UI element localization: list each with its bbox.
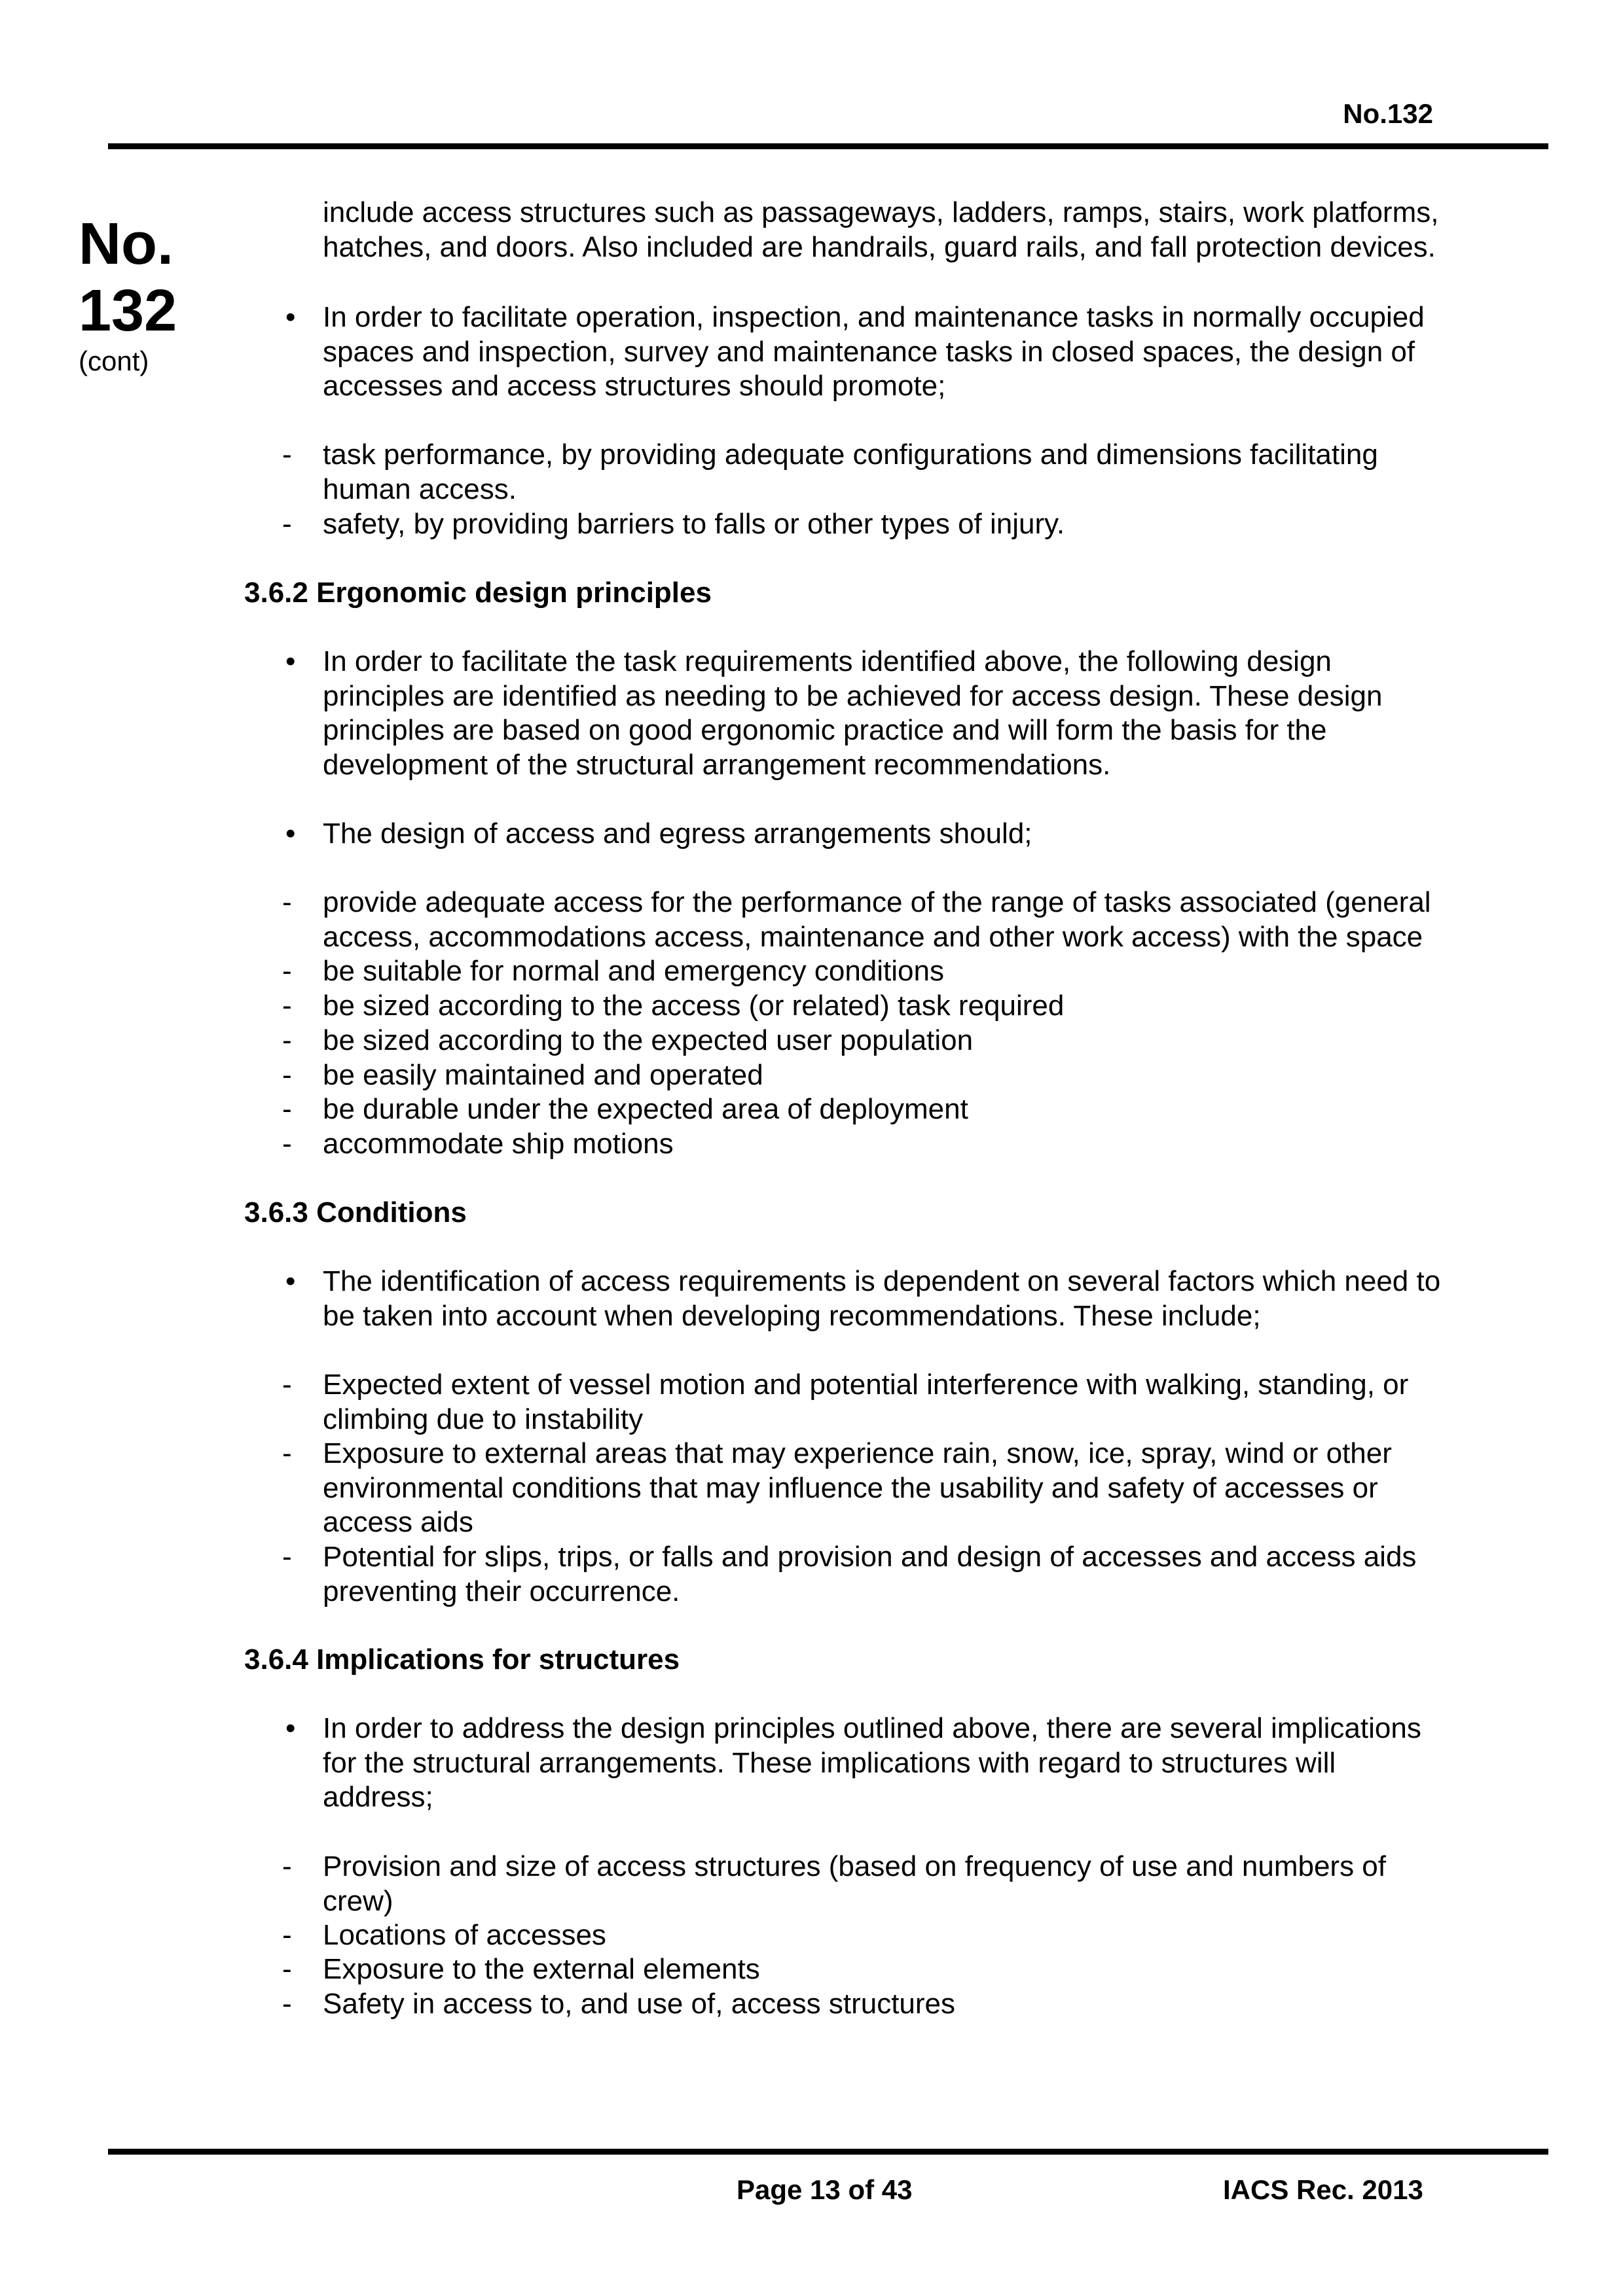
dash-item-line: crew) xyxy=(323,1884,393,1917)
dash-item-line: Locations of accesses xyxy=(323,1919,606,1951)
bullet-marker: • xyxy=(285,1712,296,1744)
dash-item-line: environmental conditions that may influence the usability and safety of accesses or xyxy=(323,1471,1378,1504)
bullet-marker: • xyxy=(285,301,296,333)
dash-item-line: accommodate ship motions xyxy=(323,1128,674,1160)
paragraph-line: hatches, and doors. Also included are handrails, guard rails, and fall protection devices. xyxy=(323,230,1436,263)
dash-item-line: be easily maintained and operated xyxy=(323,1059,763,1091)
dash-item-line: be sized according to the expected user population xyxy=(323,1024,974,1056)
section-heading: 3.6.4 Implications for structures xyxy=(244,1643,680,1676)
dash-marker: - xyxy=(282,1024,292,1056)
dash-marker: - xyxy=(282,1093,292,1125)
sidebar-cont: (cont) xyxy=(79,346,149,376)
dash-marker: - xyxy=(282,1850,292,1882)
bullet-item-line: accesses and access structures should promote; xyxy=(323,370,946,403)
dash-marker: - xyxy=(282,1953,292,1985)
bullet-item-line: In order to facilitate the task requirements identified above, the following design xyxy=(323,645,1332,677)
bullet-item-line: spaces and inspection, survey and maintenance tasks in closed spaces, the design of xyxy=(323,335,1415,368)
dash-item-line: climbing due to instability xyxy=(323,1403,644,1435)
dash-item-line: access, accommodations access, maintenance and other work access) with the space xyxy=(323,920,1423,953)
dash-item-line: Exposure to external areas that may experience rain, snow, ice, spray, wind or other xyxy=(323,1437,1392,1469)
section-heading: 3.6.2 Ergonomic design principles xyxy=(244,577,712,609)
dash-item-line: task performance, by providing adequate configurations and dimensions facilitating xyxy=(323,439,1378,471)
footer-page-number: Page 13 of 43 xyxy=(737,2174,913,2205)
dash-marker: - xyxy=(282,955,292,987)
dash-item-line: be durable under the expected area of deployment xyxy=(323,1093,968,1125)
dash-item-line: be sized according to the access (or related) task required xyxy=(323,990,1065,1022)
dash-item-line: provide adequate access for the performance of the range of tasks associated (general xyxy=(323,886,1431,918)
bullet-item-line: principles are based on good ergonomic practice and will form the basis for the xyxy=(323,714,1327,747)
sidebar xyxy=(79,211,210,378)
bullet-marker: • xyxy=(285,645,296,677)
dash-marker: - xyxy=(282,1988,292,2020)
dash-item-line: be suitable for normal and emergency conditions xyxy=(323,955,944,987)
dash-marker: - xyxy=(282,1437,292,1469)
dash-item-line: safety, by providing barriers to falls or other types of injury. xyxy=(323,508,1065,540)
dash-item-line: access aids xyxy=(323,1506,473,1539)
paragraph-line: include access structures such as passageways, ladders, ramps, stairs, work platforms, xyxy=(323,196,1439,228)
dash-item-line: human access. xyxy=(323,473,517,505)
sidebar-number: 132 xyxy=(79,278,177,344)
bullet-item-line: In order to address the design principles outlined above, there are several implications xyxy=(323,1712,1421,1744)
section-heading: 3.6.3 Conditions xyxy=(244,1196,467,1229)
bullet-item-line: In order to facilitate operation, inspection, and maintenance tasks in normally occupied xyxy=(323,301,1425,333)
bullet-marker: • xyxy=(285,817,296,850)
bullet-marker: • xyxy=(285,1265,296,1297)
dash-item-line: Expected extent of vessel motion and potential interference with walking, standing, or xyxy=(323,1369,1409,1401)
dash-marker: - xyxy=(282,1128,292,1160)
header-doc-number: No.132 xyxy=(1343,98,1433,129)
dash-marker: - xyxy=(282,990,292,1022)
bullet-item-line: be taken into account when developing recommendations. These include; xyxy=(323,1299,1261,1332)
dash-item-line: Provision and size of access structures (based on frequency of use and numbers of xyxy=(323,1850,1386,1882)
bullet-item-line: development of the structural arrangement recommendations. xyxy=(323,748,1111,781)
dash-marker: - xyxy=(282,1369,292,1401)
bullet-item-line: for the structural arrangements. These implications with regard to structures will xyxy=(323,1746,1336,1779)
dash-item-line: Safety in access to, and use of, access structures xyxy=(323,1988,956,2020)
bullet-item-line: The design of access and egress arrangements should; xyxy=(323,817,1032,850)
dash-marker: - xyxy=(282,508,292,540)
dash-marker: - xyxy=(282,1541,292,1573)
dash-marker: - xyxy=(282,1059,292,1091)
dash-marker: - xyxy=(282,439,292,471)
bullet-item-line: address; xyxy=(323,1781,433,1814)
footer-rule xyxy=(108,2149,1548,2155)
bullet-item-line: The identification of access requirements is dependent on several factors which need to xyxy=(323,1265,1441,1297)
dash-item-line: preventing their occurrence. xyxy=(323,1575,680,1607)
dash-marker: - xyxy=(282,1919,292,1951)
sidebar-no-label: No. xyxy=(79,211,173,277)
dash-item-line: Potential for slips, trips, or falls and provision and design of accesses and access aids xyxy=(323,1541,1417,1573)
footer-rec: IACS Rec. 2013 xyxy=(1223,2174,1423,2205)
dash-marker: - xyxy=(282,886,292,918)
header-rule xyxy=(108,143,1548,149)
dash-item-line: Exposure to the external elements xyxy=(323,1953,760,1985)
bullet-item-line: principles are identified as needing to be achieved for access design. These design xyxy=(323,679,1383,712)
